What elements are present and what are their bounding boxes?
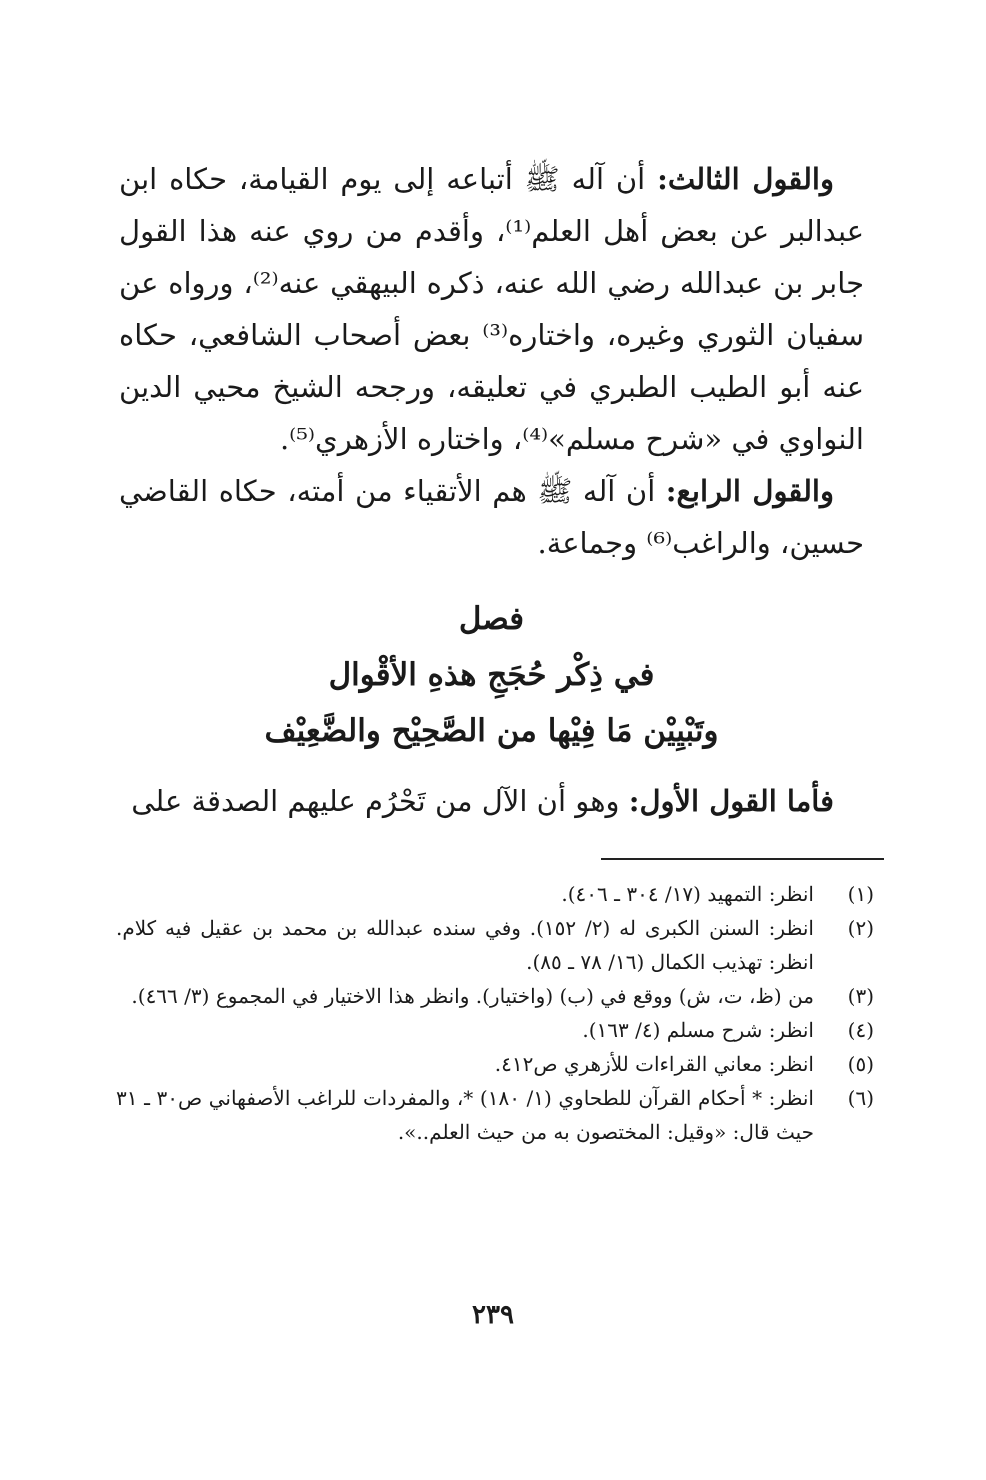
footnote-text: انظر: * أحكام القرآن للطحاوي (١/ ١٨٠) *، والمفردات للراغب الأصفهاني ص٣٠ ـ ٣١ حيث قال: «وقيل: المختصون به من حيث العلم..».: [116, 1086, 814, 1144]
paragraph-text: أن آله ﷺ أتباعه إلى يوم القيامة، حكاه ابن عبدالبر عن بعض أهل العلم⁽¹⁾، وأقدم من روي عنه هذا القول جابر بن عبدالله رضي الله عنه، ذكره البيهقي عنه⁽²⁾، ورواه عن سفيان الثوري وغيره، واختاره⁽³⁾ بعض أصحاب الشافعي، حكاه عنه أبو الطيب الطبري في تعليقه، ورجحه الشيخ محيي الدين النواوي في «شرح مسلم»⁽⁴⁾، واختاره الأزهري⁽⁵⁾.: [119, 162, 865, 456]
footnote: [116, 1081, 874, 1149]
section-subheading: وتَبْيِيْن مَا فِيْها من الصَّحِيْح والضَّعِيْف: [264, 713, 719, 749]
paragraph-first-opinion: [119, 775, 864, 827]
footnote-text: انظر: السنن الكبرى له (٢/ ١٥٢). وفي سنده عبدالله بن محمد بن عقيل فيه كلام. انظر: تهذيب الكمال (١٦/ ٧٨ ـ ٨٥).: [116, 916, 814, 974]
paragraph-text: أن آله ﷺ هم الأتقياء من أمته، حكاه القاضي حسين، والراغب⁽⁶⁾ وجماعة.: [119, 474, 864, 560]
paragraph-fourth-opinion: [119, 465, 864, 569]
footnote-number: (٦): [847, 1086, 874, 1110]
paragraph-third-opinion: [119, 153, 864, 465]
footnote-text: انظر: شرح مسلم (٤/ ١٦٣).: [582, 1018, 814, 1042]
footnote-text: من (ظ، ت، ش) ووقع في (ب) (واختيار). وانظر هذا الاختيار في المجموع (٣/ ٤٦٦).: [131, 984, 814, 1008]
footnote: [116, 1013, 874, 1047]
section-subheading: في ذِكْر حُجَجِ هذهِ الأقْوال: [328, 657, 655, 693]
paragraph-lead: والقول الثالث:: [657, 162, 834, 196]
footnote-divider: [601, 858, 884, 860]
footnote-number: (١): [847, 882, 874, 906]
footnote-number: (٥): [847, 1052, 874, 1076]
section-heading: فصل: [458, 601, 525, 637]
footnote-text: انظر: التمهيد (١٧/ ٣٠٤ ـ ٤٠٦).: [561, 882, 814, 906]
footnote: [116, 911, 874, 979]
paragraph-text: وهو أن الآل من تَحْرُم عليهم الصدقة على: [131, 784, 629, 818]
footnote-number: (٢): [847, 916, 874, 940]
footnotes: [116, 877, 874, 1149]
footnote-number: (٣): [847, 984, 874, 1008]
footnote-text: انظر: معاني القراءات للأزهري ص٤١٢.: [494, 1052, 814, 1076]
paragraph-lead: والقول الرابع:: [665, 474, 834, 508]
main-text: [119, 153, 864, 827]
footnote: [116, 979, 874, 1013]
page-number: ٢٣٩: [472, 1300, 514, 1330]
footnote-number: (٤): [847, 1018, 874, 1042]
footnote: [116, 1047, 874, 1081]
paragraph-lead: فأما القول الأول:: [628, 784, 834, 818]
footnote: [116, 877, 874, 911]
